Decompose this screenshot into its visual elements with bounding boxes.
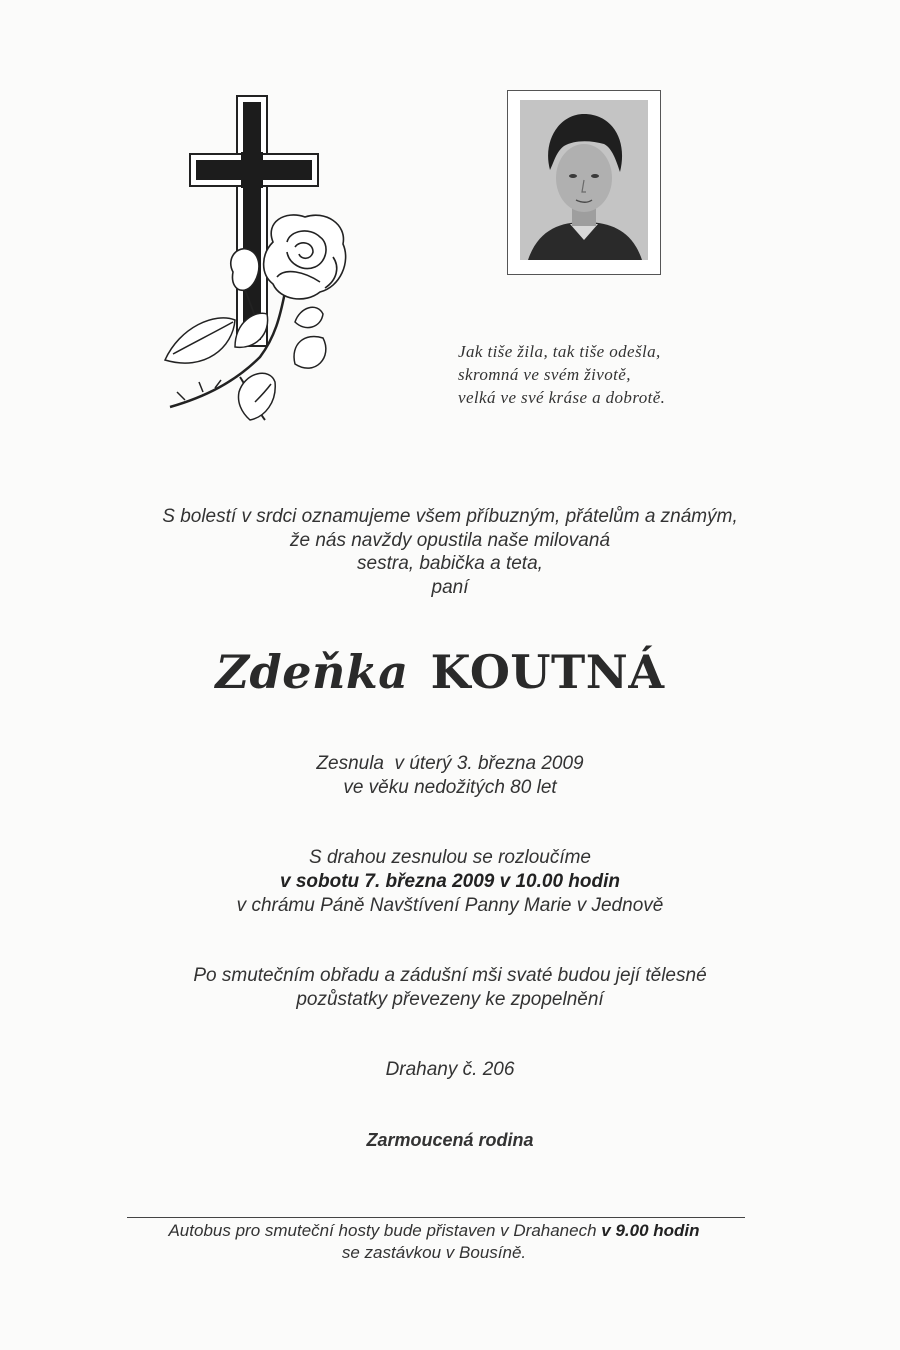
death-date: Zesnula v úterý 3. března 2009 <box>316 753 584 774</box>
signature-text: Zarmoucená rodina <box>366 1130 534 1150</box>
intro-line: sestra, babička a teta, <box>357 553 543 574</box>
poem <box>458 340 758 409</box>
poem-line: velká ve své kráse a dobrotě. <box>458 388 666 407</box>
death-age: ve věku nedožitých 80 let <box>343 777 557 798</box>
farewell-place: v chrámu Páně Navštívení Panny Marie v Jednově <box>236 895 664 916</box>
announcement-intro <box>0 505 900 599</box>
farewell-datetime: v sobotu 7. března 2009 v 10.00 hodin <box>279 871 620 892</box>
bus-line <box>0 1220 868 1242</box>
after-ceremony <box>0 964 900 1012</box>
first-name: Zdeňka <box>215 645 409 699</box>
bus-time: v 9.00 hodin <box>601 1221 700 1240</box>
bus-line: se zastávkou v Bousíně. <box>341 1243 527 1262</box>
bus-text: Autobus pro smuteční hosty bude přistaven v Drahanech <box>168 1221 602 1240</box>
farewell-info <box>0 846 900 918</box>
death-info <box>0 752 900 800</box>
address-text: Drahany č. 206 <box>385 1059 515 1080</box>
poem-line: skromná ve svém životě, <box>458 365 631 384</box>
bus-note <box>0 1220 868 1264</box>
cross-with-rose-icon <box>155 92 355 427</box>
intro-line: že nás navždy opustila naše milovaná <box>289 529 611 551</box>
after-line: Po smutečním obřadu a zádušní mši svaté budou její tělesné <box>193 965 707 986</box>
divider <box>127 1217 745 1218</box>
intro-line: S bolestí v srdci oznamujeme všem příbuzným, přátelům a známým, <box>162 506 738 527</box>
poem-line: Jak tiše žila, tak tiše odešla, <box>458 342 661 361</box>
deceased-name <box>0 645 880 699</box>
address <box>0 1058 900 1082</box>
signature <box>0 1128 900 1152</box>
portrait-photo <box>507 90 661 275</box>
portrait-image <box>520 100 648 260</box>
farewell-line: S drahou zesnulou se rozloučíme <box>309 847 591 868</box>
last-name: KOUTNÁ <box>430 645 665 699</box>
after-line: pozůstatky převezeny ke zpopelnění <box>296 989 604 1010</box>
intro-line: paní <box>431 576 469 598</box>
